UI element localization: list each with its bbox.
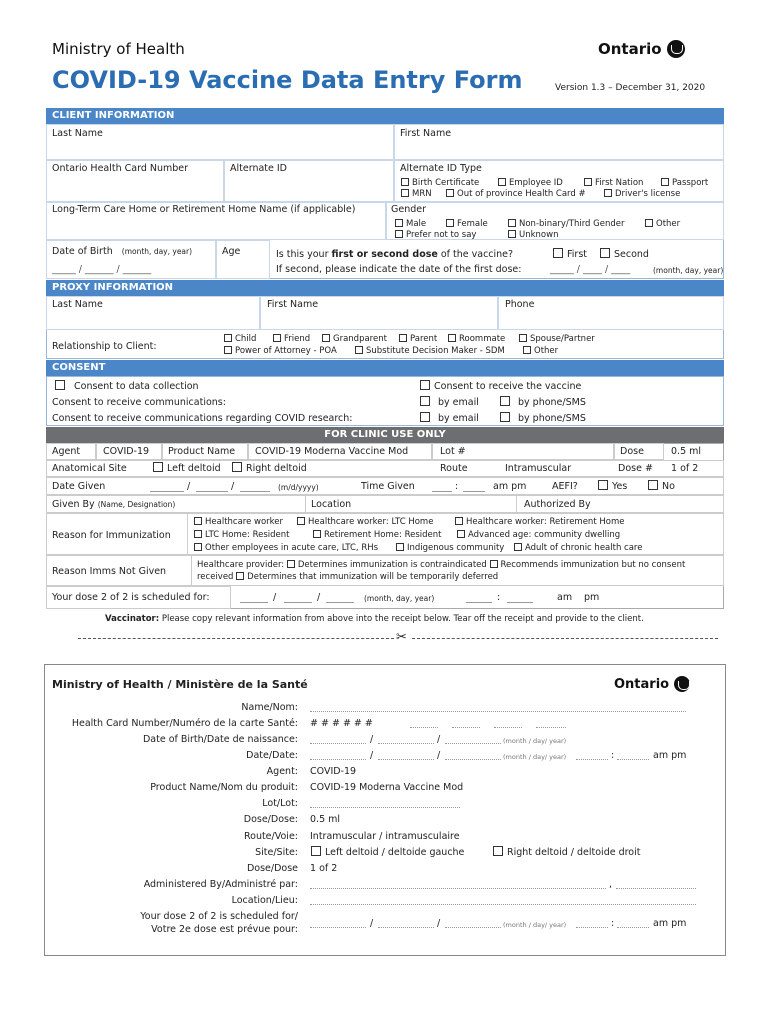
time-colon: :	[611, 750, 615, 761]
checkbox-icon[interactable]	[322, 334, 330, 342]
receipt-agent-value: COVID-19	[310, 766, 357, 777]
alternate-id-type-label: Alternate ID Type	[400, 163, 482, 174]
receipt-date-hint: (month / day/ year)	[503, 753, 567, 761]
checkbox-icon[interactable]	[55, 380, 65, 390]
last-name-label: Last Name	[52, 128, 103, 139]
date-given-year[interactable]	[240, 491, 270, 492]
dose2-am[interactable]: am	[557, 592, 573, 603]
receipt-product-label: Product Name/Nom du produit:	[150, 782, 298, 793]
time-am-pm[interactable]: am pm	[493, 481, 527, 492]
alt-type-option[interactable]: Driver's license	[604, 189, 680, 199]
reason-option[interactable]: Indigenous community	[396, 543, 504, 553]
date-slash: /	[273, 592, 277, 603]
receipt-name-field[interactable]	[310, 711, 686, 712]
receipt-hcn-box[interactable]	[536, 727, 566, 728]
dose2-date-hint: (month, day, year)	[364, 594, 435, 603]
aefi-yes-option[interactable]: Yes	[598, 480, 627, 492]
comms-phone-option[interactable]: by phone/SMS	[500, 396, 586, 408]
gender-option[interactable]: Female	[446, 219, 488, 229]
receipt-hcn-box[interactable]	[452, 727, 480, 728]
receipt-dose2-hour[interactable]	[576, 927, 608, 928]
alternate-id-label: Alternate ID	[230, 163, 287, 174]
checkbox-icon[interactable]	[224, 334, 232, 342]
dose-number-label: Dose #	[618, 463, 653, 474]
receipt-ontario-logo	[614, 676, 690, 692]
receipt-dose-number-label: Dose/Dose	[246, 863, 298, 874]
gender-option[interactable]: Other	[645, 219, 680, 229]
receipt-site-label: Site/Site:	[255, 847, 298, 858]
date-slash: /	[437, 918, 441, 929]
checkbox-icon[interactable]	[493, 846, 503, 856]
time-colon: :	[497, 592, 501, 603]
date-slash: /	[370, 734, 374, 745]
checkbox-icon[interactable]	[584, 178, 592, 186]
checkbox-icon[interactable]	[508, 230, 516, 238]
trillium-icon	[674, 676, 690, 692]
left-deltoid-option[interactable]: Left deltoid	[153, 462, 221, 474]
checkbox-icon[interactable]	[311, 846, 321, 856]
consent-research-label: Consent to receive communications regarding COVID research:	[52, 413, 353, 424]
dose-question: Is this your first or second dose of the vaccine?	[276, 249, 514, 260]
time-colon: :	[455, 481, 459, 492]
receipt-dose2-year[interactable]	[445, 927, 501, 928]
authorized-by-label: Authorized By	[524, 499, 591, 510]
trillium-icon	[667, 40, 685, 58]
time-colon: :	[611, 918, 615, 929]
receipt-administered-name[interactable]	[310, 888, 606, 889]
gender-option[interactable]: Non-binary/Third Gender	[508, 219, 624, 229]
first-dose-option[interactable]: First	[553, 248, 587, 260]
receipt-agent-label: Agent:	[266, 766, 298, 777]
tear-line-right	[412, 638, 718, 639]
checkbox-icon[interactable]	[236, 572, 244, 580]
receipt-dose-number-value: 1 of 2	[310, 863, 338, 874]
receipt-hcn-box[interactable]	[410, 727, 438, 728]
alt-type-option[interactable]: First Nation	[584, 178, 643, 188]
proxy-phone-label: Phone	[505, 299, 535, 310]
checkbox-icon[interactable]	[401, 189, 409, 197]
checkbox-icon[interactable]	[508, 219, 516, 227]
relationship-option[interactable]: Substitute Decision Maker - SDM	[355, 346, 505, 356]
ontario-wordmark: Ontario	[598, 40, 662, 58]
proxy-info-heading: PROXY INFORMATION	[46, 280, 724, 296]
date-given-day[interactable]	[196, 491, 228, 492]
gender-option[interactable]: Unknown	[508, 230, 558, 240]
consent-vaccine-option[interactable]: Consent to receive the vaccine	[420, 380, 581, 392]
agent-label: Agent	[52, 446, 81, 457]
health-card-label: Ontario Health Card Number	[52, 163, 189, 174]
checkbox-icon[interactable]	[313, 530, 321, 538]
reason-option[interactable]: Retirement Home: Resident	[313, 530, 441, 540]
dose2-month[interactable]	[240, 602, 268, 603]
receipt-right-deltoid-option[interactable]: Right deltoid / deltoide droit	[493, 846, 641, 858]
receipt-hcn-digits[interactable]: # # # # # #	[310, 718, 373, 729]
date-slash: /	[187, 481, 191, 492]
receipt-location-field[interactable]	[310, 904, 696, 905]
reason-option[interactable]: Healthcare worker	[194, 517, 283, 527]
checkbox-icon[interactable]	[420, 380, 430, 390]
receipt-date-month[interactable]	[310, 759, 366, 760]
right-deltoid-option[interactable]: Right deltoid	[232, 462, 307, 474]
clinic-use-heading: FOR CLINIC USE ONLY	[46, 427, 724, 443]
time-minute[interactable]	[463, 491, 485, 492]
relationship-option[interactable]: Friend	[273, 334, 310, 344]
dose2-hour[interactable]	[466, 602, 492, 603]
checkbox-icon[interactable]	[514, 543, 522, 551]
dose2-minute[interactable]	[507, 602, 533, 603]
date-slash: /	[437, 734, 441, 745]
form-title: COVID-19 Vaccine Data Entry Form	[52, 66, 523, 94]
receipt-dose2-day[interactable]	[378, 927, 434, 928]
ministry-label: Ministry of Health	[52, 40, 185, 58]
relationship-option[interactable]: Parent	[399, 334, 437, 344]
not-given-row1: Healthcare provider: Determines immunization is contraindicated Recommends immunization but no consent	[197, 560, 686, 570]
anatomical-site-label: Anatomical Site	[52, 463, 127, 474]
checkbox-icon[interactable]	[446, 219, 454, 227]
comms-email-option[interactable]: by email	[420, 396, 479, 408]
dose2-schedule-label: Your dose 2 of 2 is scheduled for:	[52, 592, 210, 603]
receipt-dob-day[interactable]	[378, 743, 434, 744]
checkbox-icon[interactable]	[232, 462, 242, 472]
checkbox-icon[interactable]	[194, 530, 202, 538]
checkbox-icon[interactable]	[420, 396, 430, 406]
time-hour[interactable]	[432, 491, 452, 492]
comma-separator: ,	[609, 879, 613, 890]
receipt-hcn-label: Health Card Number/Numéro de la carte Santé:	[71, 718, 298, 729]
receipt-route-value: Intramuscular / intramusculaire	[310, 831, 460, 842]
first-dose-date-blanks[interactable]: _____ / ____ / ____	[550, 264, 631, 275]
research-email-option[interactable]: by email	[420, 412, 479, 424]
checkbox-icon[interactable]	[401, 178, 409, 186]
relationship-option[interactable]: Spouse/Partner	[519, 334, 595, 344]
first-name-label: First Name	[400, 128, 452, 139]
gender-option[interactable]: Male	[395, 219, 426, 229]
alt-type-option[interactable]: Employee ID	[498, 178, 563, 188]
relationship-option[interactable]: Grandparent	[322, 334, 387, 344]
receipt-product-value: COVID-19 Moderna Vaccine Mod	[310, 782, 464, 793]
dose-number-value: 1 of 2	[671, 463, 699, 474]
receipt-ministry: Ministry of Health / Ministère de la Santé	[52, 678, 308, 691]
checkbox-icon[interactable]	[153, 462, 163, 472]
receipt-administered-designation[interactable]	[616, 888, 696, 889]
checkbox-icon[interactable]	[399, 334, 407, 342]
relationship-option[interactable]: Power of Attorney - POA	[224, 346, 337, 356]
not-given-label: Reason Imms Not Given	[52, 566, 167, 577]
checkbox-icon[interactable]	[287, 560, 295, 568]
checkbox-icon[interactable]	[498, 178, 506, 186]
date-slash: /	[370, 750, 374, 761]
dob-blanks: _____ / ______ / ______	[52, 264, 152, 275]
checkbox-icon[interactable]	[500, 396, 510, 406]
receipt-date-label: Date/Date:	[246, 750, 298, 761]
product-label: Product Name	[168, 446, 236, 457]
ontario-logo	[598, 40, 685, 58]
receipt-route-label: Route/Voie:	[243, 831, 298, 842]
product-value: COVID-19 Moderna Vaccine Mod	[255, 446, 409, 457]
gender-option[interactable]: Prefer not to say	[395, 230, 476, 240]
receipt-left-deltoid-option[interactable]: Left deltoid / deltoide gauche	[311, 846, 464, 858]
route-value: Intramuscular	[505, 463, 572, 474]
checkbox-icon[interactable]	[598, 480, 608, 490]
checkbox-icon[interactable]	[500, 412, 510, 422]
receipt-lot-label: Lot/Lot:	[262, 798, 298, 809]
dose-value: 0.5 ml	[671, 446, 702, 457]
location-label: Location	[311, 499, 352, 510]
receipt-date-hint: (month / day/ year)	[503, 921, 567, 929]
proxy-last-name-label: Last Name	[52, 299, 103, 310]
ltc-home-label: Long-Term Care Home or Retirement Home Name (if applicable)	[52, 204, 356, 215]
alt-type-option[interactable]: Passport	[661, 178, 708, 188]
checkbox-icon[interactable]	[297, 517, 305, 525]
second-dose-option[interactable]: Second	[600, 248, 649, 260]
reason-option[interactable]: Advanced age: community dwelling	[457, 530, 620, 540]
proxy-first-name-label: First Name	[267, 299, 319, 310]
checkbox-icon[interactable]	[395, 219, 403, 227]
receipt-dose2-month[interactable]	[310, 927, 366, 928]
checkbox-icon[interactable]	[273, 334, 281, 342]
receipt-name-label: Name/Nom:	[241, 702, 298, 713]
receipt-dose2-am-pm[interactable]: am pm	[653, 918, 687, 929]
consent-data-option[interactable]: Consent to data collection	[55, 380, 199, 392]
relationship-option[interactable]: Roommate	[448, 334, 505, 344]
reason-option[interactable]: Other employees in acute care, LTC, RHs	[194, 543, 378, 553]
receipt-dose-label: Dose/Dose:	[243, 814, 298, 825]
checkbox-icon[interactable]	[355, 346, 363, 354]
client-info-heading: CLIENT INFORMATION	[46, 108, 724, 124]
research-phone-option[interactable]: by phone/SMS	[500, 412, 586, 424]
aefi-no-option[interactable]: No	[648, 480, 675, 492]
gender-label: Gender	[391, 204, 427, 215]
checkbox-icon[interactable]	[648, 480, 658, 490]
receipt-dose-value: 0.5 ml	[310, 814, 341, 825]
aefi-label: AEFI?	[552, 481, 578, 492]
checkbox-icon[interactable]	[600, 248, 610, 258]
alt-type-option[interactable]: MRN	[401, 189, 432, 199]
date-format-hint: (m/d/yyyy)	[278, 483, 319, 492]
dose-label: Dose	[620, 446, 644, 457]
checkbox-icon[interactable]	[420, 412, 430, 422]
checkbox-icon[interactable]	[194, 543, 202, 551]
receipt-dob-month[interactable]	[310, 743, 366, 744]
checkbox-icon[interactable]	[490, 560, 498, 568]
relationship-option[interactable]: Other	[523, 346, 558, 356]
checkbox-icon[interactable]	[396, 543, 404, 551]
given-by-label: Given By (Name, Designation)	[52, 499, 176, 510]
tear-line-left	[78, 638, 394, 639]
reason-option[interactable]: Healthcare worker: LTC Home	[297, 517, 433, 527]
date-slash: /	[370, 918, 374, 929]
receipt-date-day[interactable]	[378, 759, 434, 760]
receipt-dose2-minute[interactable]	[617, 927, 649, 928]
checkbox-icon[interactable]	[448, 334, 456, 342]
dose2-pm[interactable]: pm	[584, 592, 600, 603]
scissors-icon: ✂	[396, 630, 407, 645]
alt-type-option[interactable]: Birth Certificate	[401, 178, 479, 188]
dose2-year[interactable]	[326, 602, 354, 603]
route-label: Route	[440, 463, 468, 474]
receipt-lot-field[interactable]	[310, 807, 460, 808]
receipt-location-label: Location/Lieu:	[231, 895, 298, 906]
checkbox-icon[interactable]	[194, 517, 202, 525]
vaccinator-note: Vaccinator: Please copy relevant information from above into the receipt below. Tear off the receipt and provide to the client.	[105, 614, 644, 624]
checkbox-icon[interactable]	[553, 248, 563, 258]
time-given-label: Time Given	[361, 481, 415, 492]
checkbox-icon[interactable]	[224, 346, 232, 354]
checkbox-icon[interactable]	[645, 219, 653, 227]
receipt-time-minute[interactable]	[617, 759, 649, 760]
reason-option[interactable]: Healthcare worker: Retirement Home	[455, 517, 624, 527]
receipt-time-hour[interactable]	[576, 759, 608, 760]
date-given-label: Date Given	[52, 481, 106, 492]
receipt-dob-label: Date of Birth/Date de naissance:	[142, 734, 298, 745]
checkbox-icon[interactable]	[661, 178, 669, 186]
date-slash: /	[317, 592, 321, 603]
alt-type-option[interactable]: Out of province Health Card #	[446, 189, 586, 199]
date-slash: /	[231, 481, 235, 492]
checkbox-icon[interactable]	[523, 346, 531, 354]
checkbox-icon[interactable]	[446, 189, 454, 197]
receipt-am-pm[interactable]: am pm	[653, 750, 687, 761]
version-label: Version 1.3 – December 31, 2020	[555, 83, 706, 93]
checkbox-icon[interactable]	[519, 334, 527, 342]
relationship-label: Relationship to Client:	[52, 341, 157, 352]
dose2-day[interactable]	[284, 602, 312, 603]
checkbox-icon[interactable]	[455, 517, 463, 525]
date-given-month[interactable]	[150, 491, 184, 492]
second-dose-question: If second, please indicate the date of the first dose:	[276, 264, 522, 275]
checkbox-icon[interactable]	[395, 230, 403, 238]
checkbox-icon[interactable]	[604, 189, 612, 197]
ontario-wordmark: Ontario	[614, 676, 670, 692]
reason-option[interactable]: Adult of chronic health care	[514, 543, 642, 553]
receipt-date-year[interactable]	[445, 759, 501, 760]
relationship-option[interactable]: Child	[224, 334, 256, 344]
checkbox-icon[interactable]	[457, 530, 465, 538]
receipt-hcn-box[interactable]	[494, 727, 522, 728]
receipt-schedule-label-1: Your dose 2 of 2 is scheduled for/	[140, 911, 298, 922]
lot-label: Lot #	[440, 446, 466, 457]
reason-immunization-label: Reason for Immunization	[52, 530, 171, 541]
dob-label: Date of Birth (month, day, year)	[52, 246, 193, 257]
receipt-schedule-label-2: Votre 2e dose est prévue pour:	[151, 924, 298, 935]
first-dose-date-hint: (month, day, year)	[653, 266, 724, 275]
age-label: Age	[222, 246, 241, 257]
receipt-dob-year[interactable]	[445, 743, 501, 744]
not-given-row2: received Determines that immunization will be temporarily deferred	[197, 572, 499, 582]
consent-comms-label: Consent to receive communications:	[52, 397, 226, 408]
date-slash: /	[437, 750, 441, 761]
consent-heading: CONSENT	[46, 360, 724, 376]
receipt-administered-label: Administered By/Administré par:	[143, 879, 298, 890]
reason-option[interactable]: LTC Home: Resident	[194, 530, 289, 540]
receipt-date-hint: (month / day/ year)	[503, 737, 567, 745]
agent-value: COVID-19	[103, 446, 150, 457]
